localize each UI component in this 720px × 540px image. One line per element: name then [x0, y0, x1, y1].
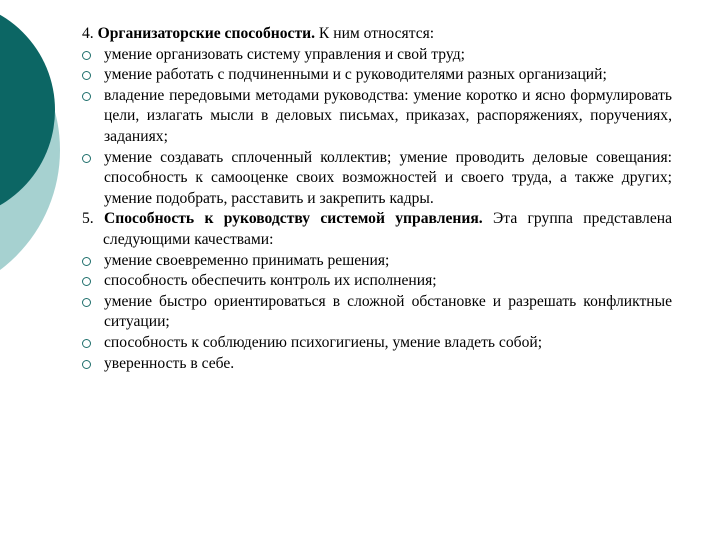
circle-bullet-icon [82, 51, 91, 60]
list-item [82, 86, 672, 148]
list-item-text: способность обеспечить контроль их исполнения; [104, 272, 437, 290]
section-5-title: Способность к руководству системой управления. [104, 210, 483, 228]
list-item-text: умение работать с подчиненными и с руководителями разных организаций; [104, 66, 607, 84]
list-item-text: умение создавать сплоченный коллектив; умение проводить деловые совещания: способность к самооценке своих возможностей и своего труда, а также других; умение подобрать, расставить и закрепить кадры. [104, 148, 672, 207]
section-4-intro: К ним относятся: [318, 25, 435, 42]
circle-bullet-icon [82, 339, 91, 348]
list-item-text: умение организовать систему управления и свой труд; [104, 45, 465, 63]
section-5-intro: Эта группа представлена следующими качествами: [103, 210, 673, 248]
circle-bullet-icon [82, 360, 91, 369]
list-item [82, 271, 672, 292]
section-4-title: Организаторские способности. [97, 25, 316, 42]
list-item-text: уверенность в себе. [104, 354, 235, 372]
section-5-heading [82, 209, 672, 250]
list-item [82, 65, 672, 86]
section-4-number: 4. [82, 25, 94, 42]
circle-bullet-icon [82, 71, 91, 80]
list-item [82, 148, 672, 210]
decorative-circles [0, 0, 70, 300]
slide-text [82, 24, 672, 374]
list-item [82, 251, 672, 272]
circle-bullet-icon [82, 92, 91, 101]
list-item-text: владение передовыми методами руководства: умение коротко и ясно формулировать цели, излагать мысли в деловых письмах, приказах, распоряжениях, поручениях, заданиях; [104, 86, 672, 145]
circle-bullet-icon [82, 257, 91, 266]
list-item-text: умение своевременно принимать решения; [104, 251, 390, 269]
section-5-number: 5. [82, 210, 94, 228]
section-4-heading [82, 24, 672, 45]
circle-bullet-icon [82, 298, 91, 307]
list-item [82, 333, 672, 354]
circle-bullet-icon [82, 277, 91, 286]
list-item-text: способность к соблюдению психогигиены, умение владеть собой; [104, 333, 543, 351]
list-item [82, 354, 672, 375]
list-item-text: умение быстро ориентироваться в сложной обстановке и разрешать конфликтные ситуации; [104, 292, 672, 331]
list-item [82, 45, 672, 66]
circle-bullet-icon [82, 154, 91, 163]
list-item [82, 292, 672, 333]
